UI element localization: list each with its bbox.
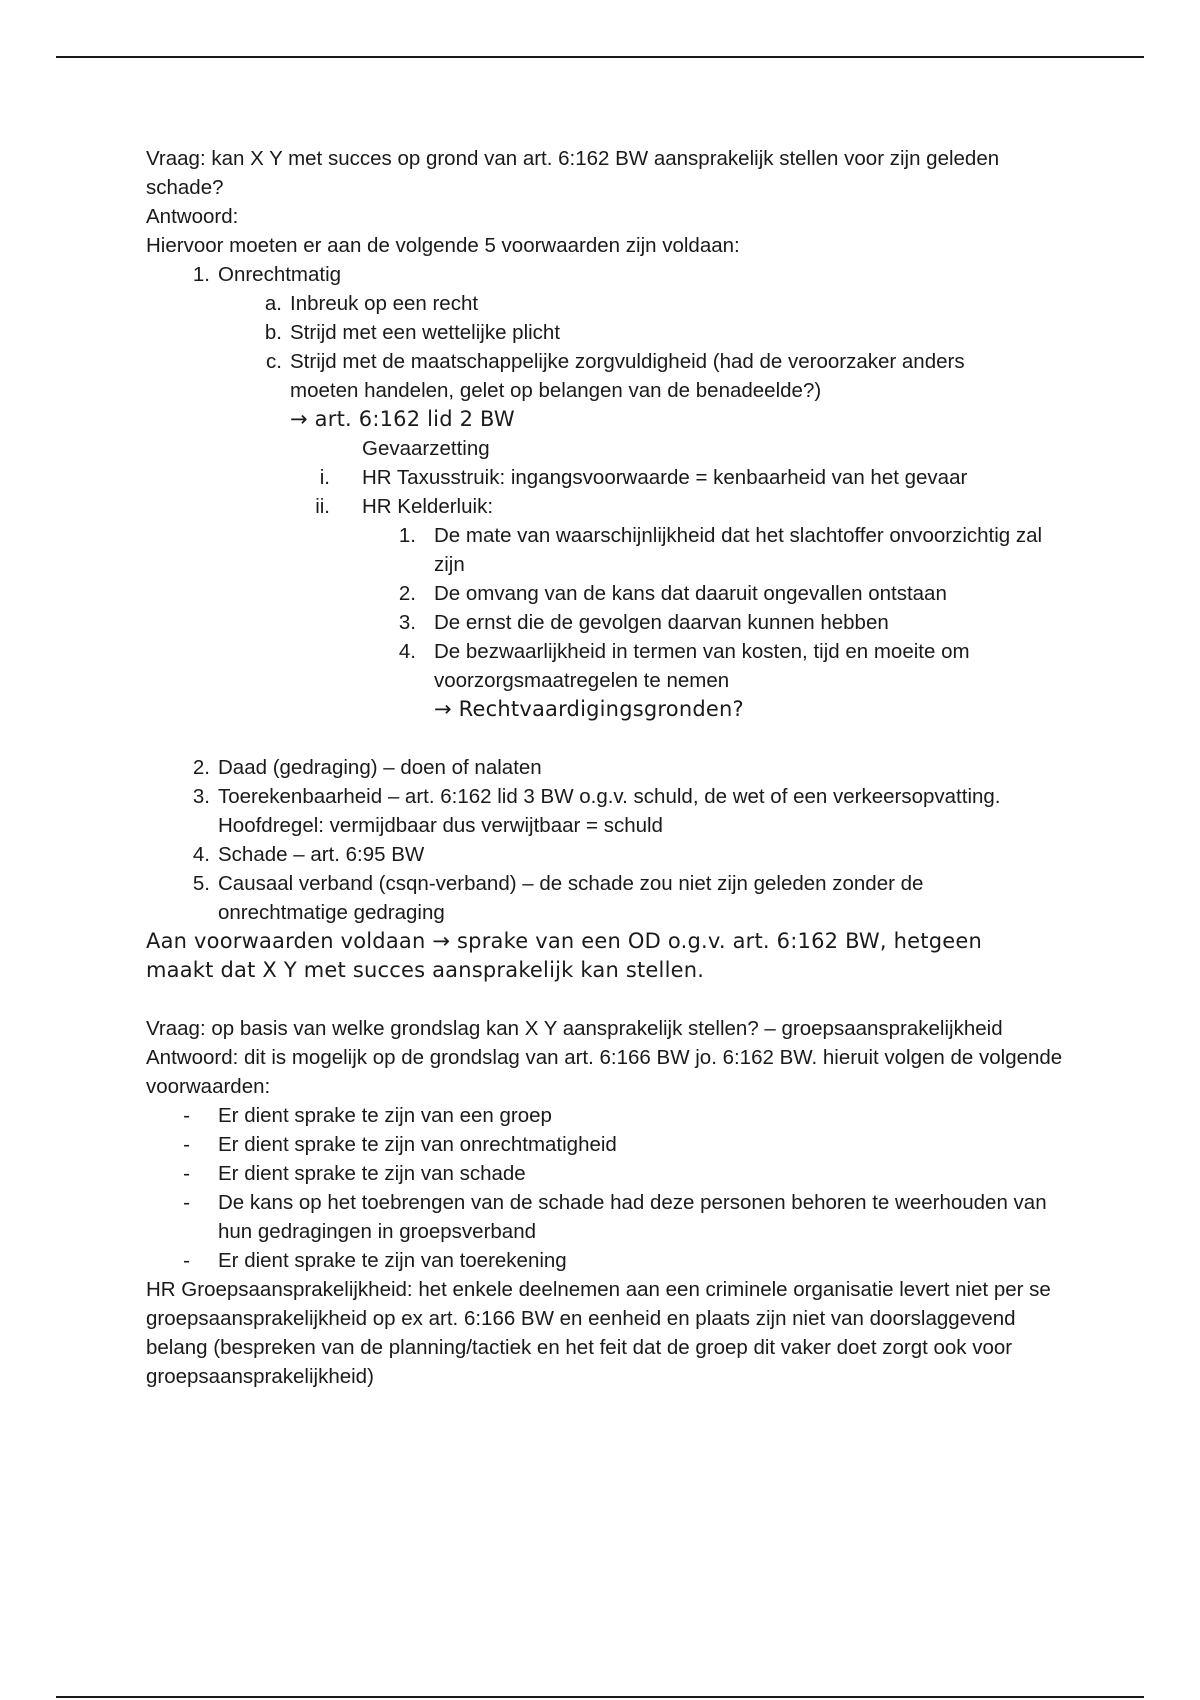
gevaarzetting-heading: Gevaarzetting	[362, 437, 490, 460]
intro-text: Hiervoor moeten er aan de volgende 5 voorwaarden zijn voldaan:	[146, 234, 740, 257]
list-item: 3. Toerekenbaarheid – art. 6:162 lid 3 BW o.g.v. schuld, de wet of een verkeersopvatting. Hoofdregel: vermijdbaar dus verwijtbaar = schuld	[192, 785, 1001, 837]
list-item: - Er dient sprake te zijn van toerekening	[183, 1249, 567, 1272]
list-item: - Er dient sprake te zijn van schade	[183, 1162, 526, 1185]
list-item: b. Strijd met een wettelijke plicht	[264, 321, 561, 344]
list-item: 4. Schade – art. 6:95 BW	[192, 843, 425, 866]
header-rule	[56, 56, 1144, 58]
list-item: ii. HR Kelderluik:	[315, 495, 494, 518]
list-item: 5. Causaal verband (csqn-verband) – de schade zou niet zijn geleden zonder de onrechtmatige gedraging	[192, 872, 924, 924]
list-item: - De kans op het toebrengen van de schade had deze personen behoren te weerhouden van hun gedragingen in groepsverband	[183, 1191, 1047, 1243]
arrow-reference: → art. 6:162 lid 2 BW	[290, 407, 515, 431]
document-body	[146, 144, 1076, 1391]
list-item: 1. Onrechtmatig	[192, 263, 342, 286]
rechtvaardiging-note: → Rechtvaardigingsgronden?	[434, 697, 744, 721]
answer-label: Antwoord:	[146, 205, 239, 228]
list-item: 2. De omvang van de kans dat daaruit ongevallen ontstaan	[398, 582, 947, 605]
list-item: 2. Daad (gedraging) – doen of nalaten	[192, 756, 542, 779]
list-item: i. HR Taxusstruik: ingangsvoorwaarde = kenbaarheid van het gevaar	[319, 466, 968, 489]
question-1: Vraag: kan X Y met succes op grond van art. 6:162 BW aansprakelijk stellen voor zijn geleden schade?	[146, 147, 1000, 199]
list-item: a. Inbreuk op een recht	[264, 292, 479, 315]
footer-rule	[56, 1696, 1144, 1698]
list-item: 4. De bezwaarlijkheid in termen van kosten, tijd en moeite om voorzorgsmaatregelen te nemen	[398, 640, 970, 692]
conclusion: Aan voorwaarden voldaan → sprake van een OD o.g.v. art. 6:162 BW, hetgeen maakt dat X Y met succes aansprakelijk kan stellen.	[146, 929, 982, 982]
list-item: - Er dient sprake te zijn van onrechtmatigheid	[183, 1133, 617, 1156]
hr-groepsaansprakelijkheid: HR Groepsaansprakelijkheid: het enkele deelnemen aan een criminele organisatie levert niet per se groepsaansprakelijkheid op ex art. 6:166 BW en eenheid en plaats zijn niet van doorslaggevend belang (bespreken van de planning/tactiek en het feit dat de groep dit vaker doet zorgt ook voor groepsaansprakelijkheid)	[146, 1278, 1051, 1388]
list-item: c. Strijd met de maatschappelijke zorgvuldigheid (had de veroorzaker anders moeten handelen, gelet op belangen van de benadeelde?)	[266, 350, 965, 402]
list-item: 1. De mate van waarschijnlijkheid dat het slachtoffer onvoorzichtig zal zijn	[398, 524, 1043, 576]
answer-2: Antwoord: dit is mogelijk op de grondslag van art. 6:166 BW jo. 6:162 BW. hieruit volgen de volgende voorwaarden:	[146, 1046, 1063, 1098]
list-item: 3. De ernst die de gevolgen daarvan kunnen hebben	[398, 611, 889, 634]
list-item: - Er dient sprake te zijn van een groep	[183, 1104, 552, 1127]
question-2: Vraag: op basis van welke grondslag kan X Y aansprakelijk stellen? – groepsaansprakelijkheid	[146, 1017, 1003, 1040]
